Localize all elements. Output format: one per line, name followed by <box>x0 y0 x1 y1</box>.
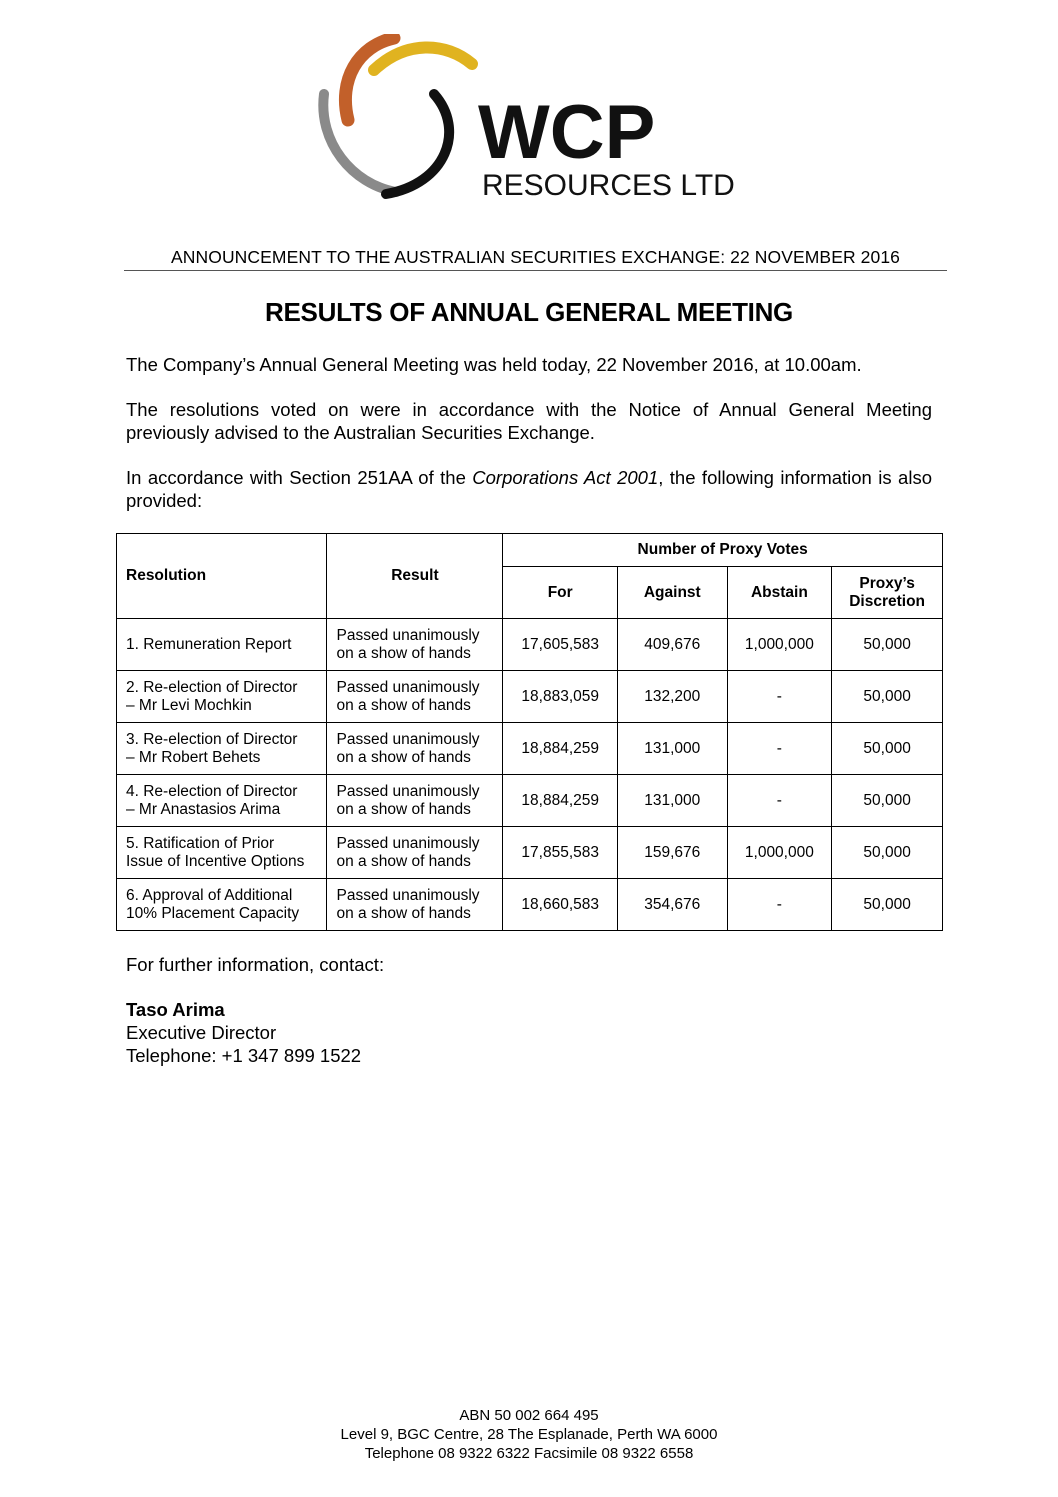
result-text: Passed unanimously <box>336 626 480 644</box>
result-text: Passed unanimously <box>336 782 480 800</box>
result-text: on a show of hands <box>336 644 471 662</box>
contact-lead: For further information, contact: <box>126 954 385 975</box>
act-name: Corporations Act 2001 <box>472 467 659 488</box>
col-abstain: Abstain <box>727 567 832 619</box>
result-cell <box>327 879 503 931</box>
resolution-cell <box>117 827 327 879</box>
logo-subtitle: RESOURCES LTD <box>482 169 735 202</box>
result-text: Passed unanimously <box>336 886 480 904</box>
against-cell: 159,676 <box>618 827 727 879</box>
result-text: on a show of hands <box>336 696 471 714</box>
result-text: Passed unanimously <box>336 730 480 748</box>
result-text: on a show of hands <box>336 800 471 818</box>
resolution-text: 10% Placement Capacity <box>126 904 300 922</box>
contact-phone: Telephone: +1 347 899 1522 <box>126 1045 362 1066</box>
table-row <box>117 827 943 879</box>
table-row <box>117 619 943 671</box>
col-against: Against <box>618 567 727 619</box>
discretion-cell: 50,000 <box>832 879 943 931</box>
against-cell: 354,676 <box>618 879 727 931</box>
resolution-text: 5. Ratification of Prior <box>126 834 275 852</box>
result-text: Passed unanimously <box>336 678 480 696</box>
col-group-proxy-votes: Number of Proxy Votes <box>503 534 943 567</box>
discretion-cell: 50,000 <box>832 827 943 879</box>
table-header-row <box>117 534 943 567</box>
col-discretion-line2: Discretion <box>849 592 926 610</box>
discretion-cell: 50,000 <box>832 619 943 671</box>
discretion-cell: 50,000 <box>832 671 943 723</box>
against-cell: 131,000 <box>618 775 727 827</box>
logo-graphic <box>316 34 736 206</box>
against-cell: 409,676 <box>618 619 727 671</box>
table-row <box>117 723 943 775</box>
logo-arc-orange <box>345 38 394 120</box>
abstain-cell: 1,000,000 <box>727 827 832 879</box>
announcement-line: ANNOUNCEMENT TO THE AUSTRALIAN SECURITIES EXCHANGE: 22 NOVEMBER 2016 <box>124 247 947 271</box>
abstain-cell: 1,000,000 <box>727 619 832 671</box>
resolution-text: 4. Re-election of Director <box>126 782 298 800</box>
result-text: Passed unanimously <box>336 834 480 852</box>
resolution-cell <box>117 619 327 671</box>
resolution-text: – Mr Robert Behets <box>126 748 261 766</box>
section-text-start: In accordance with Section 251AA of the <box>126 467 473 488</box>
against-cell: 132,200 <box>618 671 727 723</box>
resolution-text: 2. Re-election of Director <box>126 678 298 696</box>
logo-arc-gold <box>374 47 472 70</box>
abstain-cell: - <box>727 723 832 775</box>
for-cell: 18,883,059 <box>503 671 618 723</box>
for-cell: 17,605,583 <box>503 619 618 671</box>
result-cell <box>327 723 503 775</box>
result-cell <box>327 671 503 723</box>
col-discretion-line1: Proxy’s <box>859 574 915 592</box>
resolution-text: 1. Remuneration Report <box>126 635 292 653</box>
for-cell: 18,884,259 <box>503 723 618 775</box>
abstain-cell: - <box>727 671 832 723</box>
table-row <box>117 775 943 827</box>
result-text: on a show of hands <box>336 748 471 766</box>
against-cell: 131,000 <box>618 723 727 775</box>
section-text-end: , the following information is also provided: <box>126 467 932 511</box>
col-discretion <box>832 567 943 619</box>
meeting-paragraph: The Company’s Annual General Meeting was held today, 22 November 2016, at 10.00am. <box>126 354 862 375</box>
proxy-votes-table <box>116 533 943 931</box>
resolution-text: Issue of Incentive Options <box>126 852 305 870</box>
section-paragraph <box>126 466 932 512</box>
resolution-text: – Mr Anastasios Arima <box>126 800 281 818</box>
resolutions-paragraph: The resolutions voted on were in accordance with the Notice of Annual General Meeting previously advised to the Australian Securities Exchange. <box>126 399 932 443</box>
company-logo <box>316 34 736 206</box>
col-for: For <box>503 567 618 619</box>
contact-block <box>126 998 361 1067</box>
result-cell <box>327 775 503 827</box>
footer-address: Level 9, BGC Centre, 28 The Esplanade, Perth WA 6000 <box>340 1426 718 1443</box>
resolution-cell <box>117 879 327 931</box>
logo-wordmark: WCP <box>478 90 656 175</box>
logo-arc-black <box>386 94 449 194</box>
abstain-cell: - <box>727 775 832 827</box>
resolution-cell <box>117 671 327 723</box>
discretion-cell: 50,000 <box>832 775 943 827</box>
discretion-cell: 50,000 <box>832 723 943 775</box>
resolution-text: 3. Re-election of Director <box>126 730 298 748</box>
table-row <box>117 671 943 723</box>
footer-abn: ABN 50 002 664 495 <box>459 1407 599 1424</box>
resolution-cell <box>117 775 327 827</box>
col-resolution: Resolution <box>117 534 327 619</box>
for-cell: 18,660,583 <box>503 879 618 931</box>
abstain-cell: - <box>727 879 832 931</box>
page-footer <box>0 1406 1058 1463</box>
result-cell <box>327 619 503 671</box>
contact-name: Taso Arima <box>126 999 225 1020</box>
resolution-text: – Mr Levi Mochkin <box>126 696 252 714</box>
result-text: on a show of hands <box>336 852 471 870</box>
resolution-cell <box>117 723 327 775</box>
for-cell: 18,884,259 <box>503 775 618 827</box>
contact-role: Executive Director <box>126 1022 277 1043</box>
logo-arc-gray <box>323 94 396 192</box>
result-cell <box>327 827 503 879</box>
table-row <box>117 879 943 931</box>
for-cell: 17,855,583 <box>503 827 618 879</box>
page-title: RESULTS OF ANNUAL GENERAL MEETING <box>265 297 793 327</box>
footer-phones: Telephone 08 9322 6322 Facsimile 08 9322 6558 <box>364 1445 694 1462</box>
result-text: on a show of hands <box>336 904 471 922</box>
col-result: Result <box>327 534 503 619</box>
resolution-text: 6. Approval of Additional <box>126 886 293 904</box>
